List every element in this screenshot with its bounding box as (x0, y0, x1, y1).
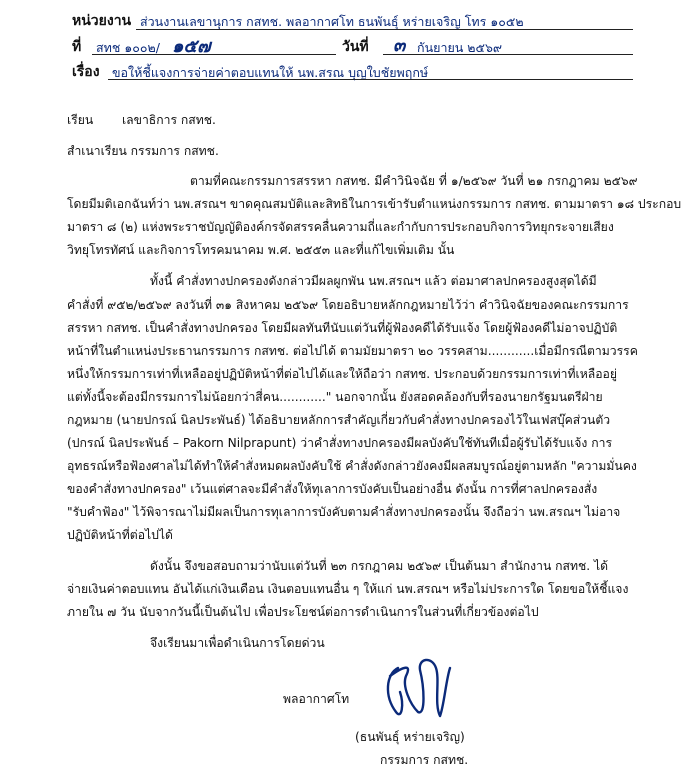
salutation-to-value: เลขาธิการ กสทช. (122, 113, 216, 127)
text-line: "รับคำฟ้อง" ไว้พิจารณาไม่มีผลเป็นการทุเลาการบังคับตามคำสั่งทางปกครองนั้น จึงถือว่า นพ.สรณฯ ไม่อาจ (67, 505, 621, 519)
text-line: ดังนั้น จึงขอสอบถามว่านับแต่วันที่ ๒๓ กรกฎาคม ๒๕๖๙ เป็นต้นมา สำนักงาน กสทช. ได้ (150, 559, 609, 573)
text-line: สรรหา กสทช. เป็นคำสั่งทางปกครอง โดยมีผลทันทีนับแต่วันที่ผู้ฟ้องคดีได้รับแจ้ง โดยผู้ฟ้องคดีไม่อาจปฏิบัติ (67, 321, 618, 335)
text-line: โดยมีมติเอกฉันท์ว่า นพ.สรณฯ ขาดคุณสมบัติและสิทธิในการเข้ารับตำแหน่งกรรมการ กสทช. ตามมาตรา ๑๘ ประกอบ (67, 197, 682, 211)
text-line: วิทยุโทรทัศน์ และกิจการโทรคมนาคม พ.ศ. ๒๕๕๓ และที่แก้ไขเพิ่มเติม นั้น (67, 243, 455, 257)
header-subject-underline (108, 79, 633, 80)
header-date-label: วันที่ (342, 39, 369, 55)
signature-position: กรรมการ กสทช. (380, 753, 469, 767)
header-agency-value: ส่วนงานเลขานุการ กสทช. พลอากาศโท ธนพันธุ์ หร่ายเจริญ โทร ๑๐๕๒ (140, 14, 524, 29)
signature-name: (ธนพันธุ์ หร่ายเจริญ) (355, 730, 465, 744)
text-line: ตามที่คณะกรรมการสรรหา กสทช. มีคำวินิจฉัย ที่ ๑/๒๕๖๙ วันที่ ๒๑ กรกฎาคม ๒๕๖๙ (190, 174, 638, 188)
text-line: ทั้งนี้ คำสั่งทางปกครองดังกล่าวมีผลผูกพัน นพ.สรณฯ แล้ว ต่อมาศาลปกครองสูงสุดได้มี (150, 274, 597, 288)
header-no-label: ที่ (72, 39, 82, 55)
header-subject-label: เรื่อง (72, 64, 100, 80)
text-line: คำสั่งที่ ๙๕๒/๒๕๖๙ ลงวันที่ ๓๑ สิงหาคม ๒๕๖๙ โดยอธิบายหลักกฎหมายไว้ว่า คำวินิจฉัยของคณะกรรมการ (67, 298, 629, 312)
closing-text: จึงเรียนมาเพื่อดำเนินการโดยด่วน (150, 636, 325, 650)
header-agency-underline (136, 29, 633, 30)
text-line: ภายใน ๗ วัน นับจากวันนี้เป็นต้นไป เพื่อประโยชน์ต่อการดำเนินการในส่วนที่เกี่ยวข้องต่อไป (67, 605, 539, 619)
signature-rank: พลอากาศโท (283, 692, 350, 706)
header-no-underline (92, 54, 336, 55)
handwritten-signature (380, 646, 460, 728)
salutation-to-label: เรียน (67, 113, 94, 127)
text-line: มาตรา ๘ (๒) แห่งพระราชบัญญัติองค์กรจัดสรรคลื่นความถี่และกำกับการประกอบกิจการวิทยุกระจายเสียง (67, 220, 614, 234)
text-line: จ่ายเงินค่าตอบแทน อันได้แก่เงินเดือน เงินตอบแทนอื่น ๆ ให้แก่ นพ.สรณฯ หรือไม่ประการใด โดยขอให้ชี้แจง (67, 582, 629, 596)
header-no-value: สทช ๑๐๐๒/ (96, 40, 160, 55)
header-date-handwritten: ๓ (393, 35, 406, 56)
header-date-value: กันยายน ๒๕๖๙ (417, 40, 503, 55)
text-line: (ปกรณ์ นิลประพันธ์ – Pakorn Nilprapunt) ว่าคำสั่งทางปกครองมีผลบังคับใช้ทันทีเมื่อผู้รับได้รับแจ้ง การ (67, 436, 612, 450)
text-line: ของคำสั่งทางปกครอง" เว้นแต่ศาลจะมีคำสั่งให้ทุเลาการบังคับเป็นอย่างอื่น ดังนั้น การที่ศาลปกครองสั่ง (67, 482, 598, 496)
header-no-handwritten: ๑๕๗ (172, 36, 211, 57)
text-line: หนึ่งให้กรรมการเท่าที่เหลืออยู่ปฏิบัติหน้าที่ต่อไปได้และให้ถือว่า กสทช. ประกอบด้วยกรรมการเท่าที่เหลืออยู่ (67, 367, 618, 381)
text-line: หน้าที่ในตำแหน่งประธานกรรมการ กสทช. ต่อไปได้ ตามมัยมาตรา ๒๐ วรรคสาม............เมื่อมีกรณีตามวรรค (67, 344, 638, 358)
header-agency-label: หน่วยงาน (72, 13, 132, 29)
text-line: อุทธรณ์หรือฟ้องศาลไม่ได้ทำให้คำสั่งหมดผลบังคับใช้ คำสั่งดังกล่าวยังคงมีผลสมบูรณ์อยู่ตามหลัก "ความมั่นคง (67, 459, 637, 473)
header-date-underline (383, 54, 633, 55)
text-line: กฎหมาย (นายปกรณ์ นิลประพันธ์) ได้อธิบายหลักการสำคัญเกี่ยวกับคำสั่งทางปกครองไว้ในเฟสบุ๊คส่วนตัว (67, 413, 611, 427)
header-subject-value: ขอให้ชี้แจงการจ่ายค่าตอบแทนให้ นพ.สรณ บุญใบชัยพฤกษ์ (112, 65, 429, 80)
text-line: แต่ทั้งนี้จะต้องมีกรรมการไม่น้อยกว่าสี่คน............" นอกจากนั้น ยังสอดคล้องกับที่รองนายกรัฐมนตรีฝ่าย (67, 390, 603, 404)
salutation-cc-value: สำเนาเรียน กรรมการ กสทช. (67, 144, 219, 158)
text-line: ปฏิบัติหน้าที่ต่อไปได้ (67, 528, 173, 542)
